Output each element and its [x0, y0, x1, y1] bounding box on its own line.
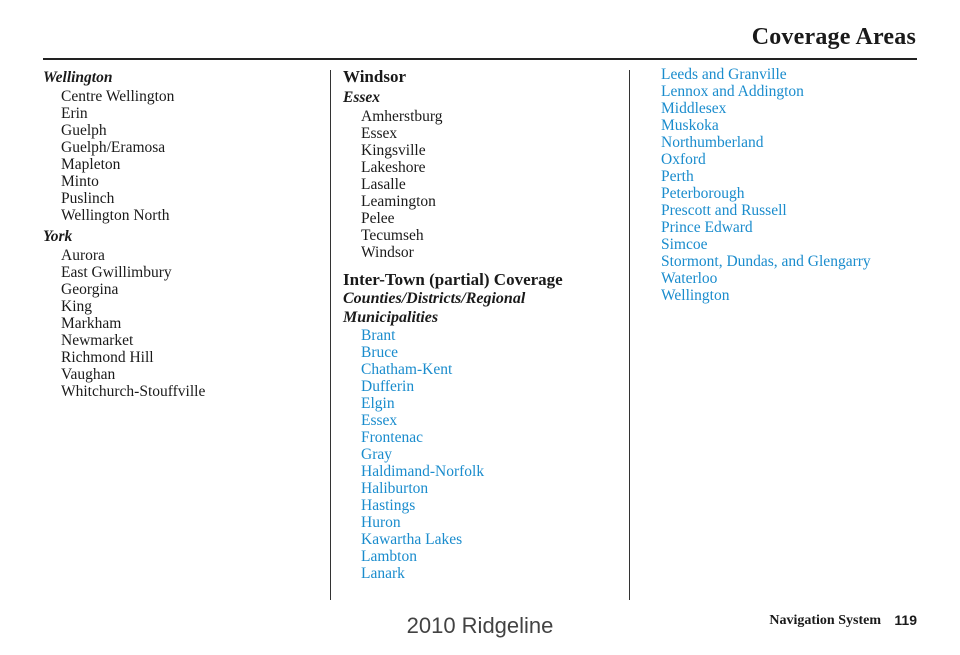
list-item: Amherstburg	[361, 108, 443, 125]
list-item: Minto	[61, 173, 99, 190]
list-item: Wellington North	[61, 207, 170, 224]
list-item: Oxford	[661, 151, 706, 168]
section-heading-intertown: Inter-Town (partial) Coverage	[343, 270, 563, 289]
list-item: Georgina	[61, 281, 119, 298]
list-item: Hastings	[361, 497, 416, 514]
coverage-list-continued	[661, 66, 921, 304]
list-item: Lambton	[361, 548, 417, 565]
column-divider	[330, 70, 331, 600]
list-item: Lanark	[361, 565, 405, 582]
header-rule	[43, 58, 917, 60]
column-divider	[629, 70, 630, 600]
group-list	[43, 247, 313, 400]
list-item: East Gwillimbury	[61, 264, 172, 281]
list-item: Windsor	[361, 244, 414, 261]
list-item: Elgin	[361, 395, 395, 412]
column-1	[43, 66, 313, 400]
list-item: Peterborough	[661, 185, 745, 202]
footer-label: Navigation System	[769, 613, 881, 628]
list-item: Waterloo	[661, 270, 718, 287]
list-item: Puslinch	[61, 190, 115, 207]
list-item: Prescott and Russell	[661, 202, 787, 219]
list-item: Essex	[361, 412, 398, 429]
list-item: Huron	[361, 514, 401, 531]
column-2	[343, 66, 613, 582]
section-subheading: Counties/Districts/Regional Municipalities	[343, 290, 526, 326]
list-item: Guelph	[61, 122, 107, 139]
list-item: Haldimand-Norfolk	[361, 463, 485, 480]
group-heading: Essex	[343, 89, 381, 106]
section-heading-windsor: Windsor	[343, 67, 406, 86]
list-item: Haliburton	[361, 480, 429, 497]
list-item: Wellington	[661, 287, 730, 304]
list-item: Northumberland	[661, 134, 764, 151]
list-item: Tecumseh	[361, 227, 424, 244]
watermark: 2010 Ridgeline	[406, 613, 554, 638]
group-heading: York	[43, 228, 73, 245]
list-item: Lasalle	[361, 176, 406, 193]
list-item: Muskoka	[661, 117, 719, 134]
group-list	[343, 108, 613, 261]
list-item: Pelee	[361, 210, 395, 227]
list-item: Leeds and Granville	[661, 66, 787, 83]
list-item: Prince Edward	[661, 219, 753, 236]
list-item: Kawartha Lakes	[361, 531, 463, 548]
list-item: Brant	[361, 327, 396, 344]
list-item: Aurora	[61, 247, 105, 264]
list-item: Leamington	[361, 193, 436, 210]
list-item: King	[61, 298, 92, 315]
list-item: Stormont, Dundas, and Glengarry	[661, 253, 871, 270]
list-item: Markham	[61, 315, 122, 332]
list-item: Erin	[61, 105, 88, 122]
list-item: Kingsville	[361, 142, 426, 159]
list-item: Middlesex	[661, 100, 727, 117]
list-item: Newmarket	[61, 332, 134, 349]
page-number: 119	[894, 612, 917, 628]
list-item: Centre Wellington	[61, 88, 175, 105]
list-item: Lennox and Addington	[661, 83, 804, 100]
list-item: Simcoe	[661, 236, 708, 253]
list-item: Gray	[361, 446, 392, 463]
coverage-list	[343, 327, 613, 582]
list-item: Lakeshore	[361, 159, 426, 176]
page-title: Coverage Areas	[751, 24, 916, 50]
list-item: Chatham-Kent	[361, 361, 453, 378]
list-item: Vaughan	[61, 366, 116, 383]
group-heading: Wellington	[43, 69, 113, 86]
list-item: Bruce	[361, 344, 399, 361]
column-3	[661, 66, 921, 304]
list-item: Richmond Hill	[61, 349, 154, 366]
list-item: Guelph/Eramosa	[61, 139, 166, 156]
list-item: Frontenac	[361, 429, 423, 446]
list-item: Dufferin	[361, 378, 415, 395]
group-list	[43, 88, 313, 224]
list-item: Mapleton	[61, 156, 121, 173]
list-item: Essex	[361, 125, 398, 142]
list-item: Perth	[661, 168, 694, 185]
list-item: Whitchurch-Stouffville	[61, 383, 206, 400]
